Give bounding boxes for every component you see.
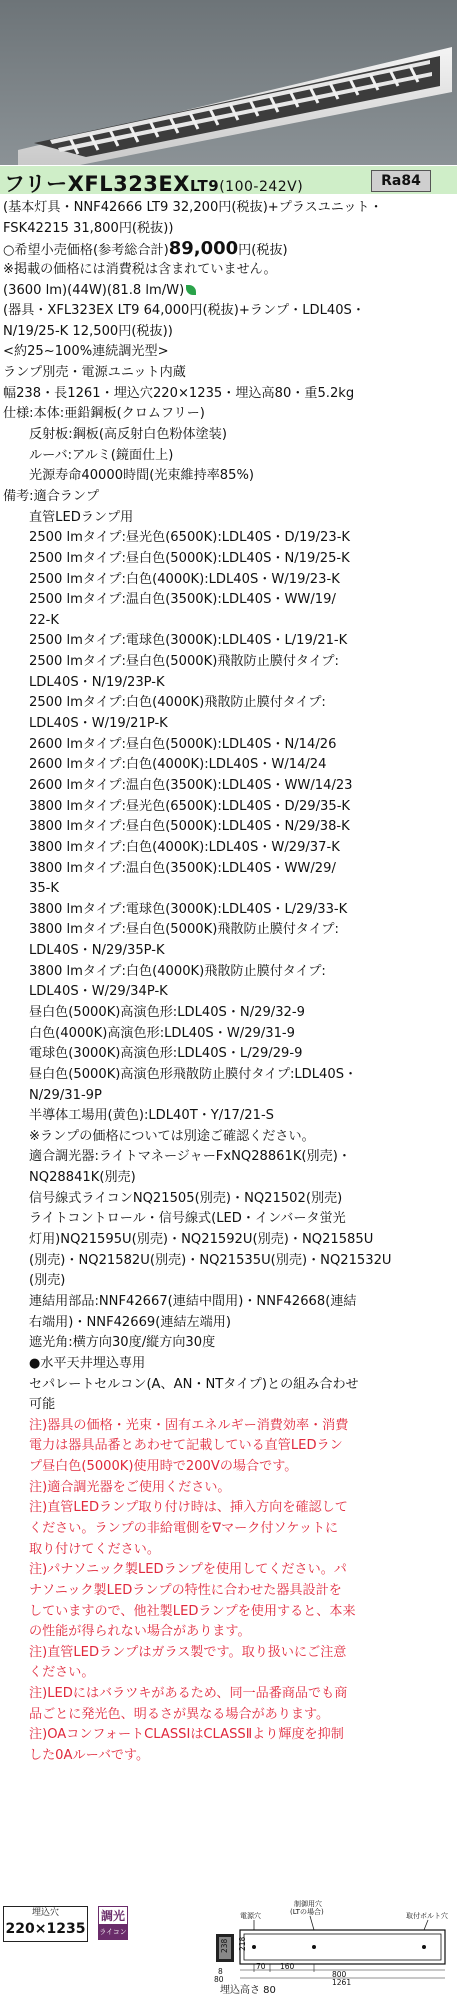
spec-line [3, 1375, 455, 1396]
spec-line [3, 281, 455, 302]
spec-line [3, 363, 455, 384]
spec-line-text: 2500 lmタイプ:温白色(3500K):LDL40S・WW/19/ [29, 592, 336, 608]
spec-line-text: 品ごとに発光色、明るさが異なる場合があります。 [29, 1706, 330, 1722]
product-photo [0, 0, 457, 165]
spec-line [3, 652, 455, 673]
spec-line-text: 22-K [29, 612, 59, 628]
spec-line [3, 1746, 455, 1767]
spec-line-text: 2600 lmタイプ:昼白色(5000K):LDL40S・N/14/26 [29, 736, 337, 752]
dim-800: 800 [332, 1970, 347, 1979]
ra-badge: Ra84 [371, 170, 431, 192]
spec-line [3, 404, 455, 425]
spec-line-text: 2600 lmタイプ:温白色(3500K):LDL40S・WW/14/23 [29, 777, 353, 793]
drawing-caption: 埋込高さ 80 [220, 1985, 276, 1995]
spec-line [3, 735, 455, 756]
product-title-sub: LT9 [189, 177, 220, 195]
spec-line [3, 1395, 455, 1416]
spec-line [3, 1271, 455, 1292]
product-voltage: (100-242V) [219, 179, 304, 195]
spec-line-text: (3600 lm)(44W)(81.8 lm/W) [3, 282, 185, 298]
dim-70: 70 [256, 1962, 266, 1971]
spec-line-text: ※ランプの価格については別途ご確認ください。 [29, 1128, 315, 1144]
top-view [240, 1930, 445, 1964]
spec-line [3, 1024, 455, 1045]
spec-line [3, 693, 455, 714]
spec-line-text: (器具・XFL323EX LT9 64,000円(税抜)+ランプ・LDL40S・ [3, 303, 365, 319]
spec-line [3, 1333, 455, 1354]
spec-line [3, 425, 455, 446]
spec-line-text: ルーバ:アルミ(鏡面仕上) [29, 447, 174, 463]
spec-line-text: 3800 lmタイプ:昼光色(6500K):LDL40S・D/29/35-K [29, 798, 351, 814]
spec-line-text: 注)直管LEDランプ取り付け時は、挿入方向を確認して [29, 1500, 348, 1516]
spec-line [3, 570, 455, 591]
spec-line-text: 取り付けてください。 [29, 1541, 160, 1557]
spec-line-text: 注)器具の価格・光束・固有エネルギー消費効率・消費 [29, 1417, 349, 1433]
spec-text [3, 198, 455, 1767]
spec-line-text: ください。ランプの非給電側を∇マーク付ソケットに [29, 1521, 339, 1536]
cutout-label: 埋込穴 [31, 1908, 59, 1918]
cutout-badge [3, 1906, 88, 1942]
spec-line [3, 920, 455, 941]
spec-line [3, 219, 455, 240]
spec-line-text: 注)パナソニック製LEDランプを使用してください。パ [29, 1562, 347, 1578]
spec-line-text: 3800 lmタイプ:白色(4000K)飛散防止膜付タイプ: [29, 963, 326, 979]
spec-line-text: 35-K [29, 881, 59, 897]
spec-line [3, 239, 455, 260]
power-hole-label: 電源穴 [240, 1912, 261, 1920]
spec-line-text: 注)直管LEDランプはガラス製です。取り扱いにご注意 [29, 1644, 347, 1660]
spec-line-text: 灯用)NQ21595U(別売)・NQ21592U(別売)・NQ21585U [29, 1232, 374, 1248]
spec-line [3, 1602, 455, 1623]
spec-line [3, 1560, 455, 1581]
spec-line-text: 電球色(3000K)高演色形:LDL40S・L/29/29-9 [29, 1046, 303, 1062]
spec-line [3, 1044, 455, 1065]
spec-line [3, 508, 455, 529]
spec-line-text: 幅238・長1261・埋込穴220×1235・埋込高80・重5.2kg [3, 385, 355, 401]
spec-line [3, 879, 455, 900]
spec-line-text: 2500 lmタイプ:昼白色(5000K)飛散防止膜付タイプ: [29, 654, 339, 670]
spec-line-text: 可能 [29, 1397, 56, 1413]
spec-line [3, 1313, 455, 1334]
spec-line [3, 322, 455, 343]
spec-line [3, 631, 455, 652]
spec-line-text: N/19/25-K 12,500円(税抜)) [3, 323, 173, 339]
spec-line-text: 光源寿命40000時間(光束維持率85%) [29, 468, 255, 484]
spec-line-text: 備考:適合ランプ [3, 488, 100, 504]
spec-line-text: 2500 lmタイプ:白色(4000K)飛散防止膜付タイプ: [29, 695, 326, 711]
spec-line-text: LDL40S・N/19/23P-K [29, 674, 165, 690]
spec-line [3, 260, 455, 281]
spec-line-text: 連結用部品:NNF42667(連結中間用)・NNF42668(連結 [29, 1293, 357, 1309]
spec-line-text: LDL40S・W/19/21P-K [29, 716, 168, 732]
spec-line-text: LDL40S・N/29/35P-K [29, 943, 165, 959]
spec-line [3, 1251, 455, 1272]
spec-line [3, 611, 455, 632]
spec-line [3, 1643, 455, 1664]
spec-line-text: 直管LEDランプ用 [29, 509, 134, 525]
spec-line-text: ○希望小売価格(参考総合計) [3, 243, 169, 259]
spec-line-text: <約25~100%連続調光型> [3, 344, 169, 360]
spec-line [3, 528, 455, 549]
spec-line-text: 3800 lmタイプ:昼白色(5000K):LDL40S・N/29/38-K [29, 819, 350, 835]
spec-line-text: 仕様:本体:亜鉛鋼板(クロムフリー) [3, 406, 205, 422]
spec-line-text: ください。 [29, 1665, 95, 1681]
spec-line [3, 1416, 455, 1437]
product-title-main: フリーXFL323EX [4, 172, 190, 196]
spec-line-text: ランプ別売・電源ユニット内蔵 [3, 365, 186, 381]
spec-line-text: 適合調光器:ライトマネージャーFxNQ28861K(別売)・ [29, 1149, 351, 1165]
spec-line [3, 673, 455, 694]
spec-line [3, 1478, 455, 1499]
spec-line-text: 3800 lmタイプ:昼白色(5000K)飛散防止膜付タイプ: [29, 922, 339, 938]
dim-8: 8 [218, 1967, 223, 1976]
spec-line-text: (基本灯具・NNF42666 LT9 32,200円(税抜)+プラスユニット・ [3, 200, 383, 215]
spec-line [3, 755, 455, 776]
spec-line [3, 714, 455, 735]
dim-1261: 1261 [332, 1978, 352, 1987]
spec-line-text: 注)LEDにはバラツキがあるため、同一品番商品でも商 [29, 1686, 348, 1702]
spec-line-text: ライトコントロール・信号線式(LED・インバータ蛍光 [29, 1211, 346, 1227]
spec-line [3, 982, 455, 1003]
dimension-drawing [210, 1900, 457, 1995]
spec-line [3, 549, 455, 570]
spec-line [3, 817, 455, 838]
spec-line-text: (別売)・NQ21582U(別売)・NQ21535U(別売)・NQ21532U [29, 1252, 392, 1268]
spec-line-text: 信号線式ライコンNQ21505(別売)・NQ21502(別売) [29, 1190, 343, 1206]
spec-line [3, 1540, 455, 1561]
spec-line [3, 1705, 455, 1726]
control-hole-note: (LTの場合) [290, 1908, 324, 1916]
spec-line [3, 1168, 455, 1189]
product-title [4, 168, 303, 198]
spec-line-text: プ昼白色(5000K)使用時で200Vの場合です。 [29, 1459, 298, 1475]
spec-line [3, 962, 455, 983]
spec-line-text: ※掲載の価格には消費税は含まれていません。 [3, 261, 277, 277]
total-price: 89,000 [168, 238, 239, 260]
spec-line-text: 昼白色(5000K)高演色形:LDL40S・N/29/32-9 [29, 1004, 305, 1020]
spec-line-text: 2500 lmタイプ:昼白色(5000K):LDL40S・N/19/25-K [29, 550, 350, 566]
spec-line-text: FSK42215 31,800円(税抜)) [3, 220, 174, 236]
spec-line [3, 1106, 455, 1127]
spec-line-text: NQ28841K(別売) [29, 1170, 136, 1186]
spec-line [3, 900, 455, 921]
dimming-label: 調光 [98, 1906, 128, 1925]
spec-line-text: 昼白色(5000K)高演色形飛散防止膜付タイプ:LDL40S・ [29, 1066, 358, 1082]
spec-line [3, 838, 455, 859]
spec-line [3, 1209, 455, 1230]
spec-line-text: N/29/31-9P [29, 1087, 102, 1103]
spec-line [3, 1622, 455, 1643]
spec-line-text: 3800 lmタイプ:白色(4000K):LDL40S・W/29/37-K [29, 839, 340, 855]
spec-line [3, 1436, 455, 1457]
dim-218: 218 [238, 1936, 247, 1951]
spec-line [3, 1663, 455, 1684]
price-suffix: 円(税抜) [238, 243, 288, 259]
spec-line-text: した0Aルーバです。 [29, 1748, 150, 1764]
spec-line [3, 1354, 455, 1375]
spec-line-text: 注)適合調光器をご使用ください。 [29, 1479, 231, 1495]
spec-line [3, 1127, 455, 1148]
spec-line-text: 白色(4000K)高演色形:LDL40S・W/29/31-9 [29, 1025, 295, 1041]
cutout-value: 220×1235 [5, 1921, 86, 1937]
bolt-hole-label: 取付ボルト穴 [406, 1912, 448, 1920]
spec-line [3, 342, 455, 363]
spec-line-text: 半導体工場用(黄色):LDL40T・Y/17/21-S [29, 1108, 274, 1124]
spec-line [3, 590, 455, 611]
spec-line-text: 右端用)・NNF42669(連結左端用) [29, 1314, 231, 1330]
spec-line [3, 198, 455, 219]
spec-line [3, 1147, 455, 1168]
spec-line [3, 941, 455, 962]
spec-line [3, 1498, 455, 1519]
spec-line [3, 466, 455, 487]
spec-line-text: 注)OAコンフォートCLASSⅠはCLASSⅡより輝度を抑制 [29, 1727, 344, 1743]
spec-line-text: 2600 lmタイプ:白色(4000K):LDL40S・W/14/24 [29, 757, 327, 773]
spec-line [3, 1725, 455, 1746]
spec-line [3, 1189, 455, 1210]
spec-line [3, 1457, 455, 1478]
spec-line-text: 2500 lmタイプ:白色(4000K):LDL40S・W/19/23-K [29, 571, 340, 587]
spec-line-text: していますので、他社製LEDランプを使用すると、本来 [29, 1603, 356, 1619]
spec-line [3, 797, 455, 818]
spec-line [3, 1581, 455, 1602]
spec-line [3, 1065, 455, 1086]
dim-160: 160 [280, 1962, 295, 1971]
spec-line-text: 反射板:鋼板(高反射白色粉体塗装) [29, 427, 227, 443]
spec-line [3, 1086, 455, 1107]
spec-line [3, 1230, 455, 1251]
spec-line [3, 1292, 455, 1313]
spec-line-text: LDL40S・W/29/34P-K [29, 984, 168, 1000]
spec-line-text: (別売) [29, 1273, 66, 1289]
spec-line-text: ●水平天井埋込専用 [29, 1355, 146, 1371]
dim-238: 238 [220, 1938, 229, 1953]
spec-line [3, 446, 455, 467]
spec-line [3, 1684, 455, 1705]
spec-line-text: 3800 lmタイプ:温白色(3500K):LDL40S・WW/29/ [29, 860, 336, 876]
spec-line [3, 1519, 455, 1540]
spec-line-text: 2500 lmタイプ:電球色(3000K):LDL40S・L/19/21-K [29, 633, 348, 649]
dim-80: 80 [214, 1975, 224, 1984]
spec-line-text: セパレートセルコン(A、AN・NTタイプ)との組み合わせ [29, 1376, 359, 1392]
spec-line [3, 384, 455, 405]
spec-line [3, 776, 455, 797]
dimming-badge [98, 1906, 128, 1951]
spec-line-text: 遮光角:横方向30度/縦方向30度 [29, 1335, 216, 1351]
eco-leaf-icon [186, 285, 196, 295]
spec-line [3, 487, 455, 508]
spec-line-text: 2500 lmタイプ:昼光色(6500K):LDL40S・D/19/23-K [29, 530, 351, 546]
spec-line-text: 電力は器具品番とあわせて記載している直管LEDラン [29, 1438, 343, 1454]
spec-line-text: ナソニック製LEDランプの特性に合わせた器具設計を [29, 1582, 342, 1598]
spec-line-text: 3800 lmタイプ:電球色(3000K):LDL40S・L/29/33-K [29, 901, 348, 917]
spec-line [3, 301, 455, 322]
dimming-note: ライコン別売 [98, 1925, 128, 1940]
spec-line [3, 859, 455, 880]
spec-line-text: の性能が得られない場合があります。 [29, 1624, 251, 1640]
control-hole-label: 制御用穴 [294, 1900, 322, 1908]
spec-line [3, 1003, 455, 1024]
